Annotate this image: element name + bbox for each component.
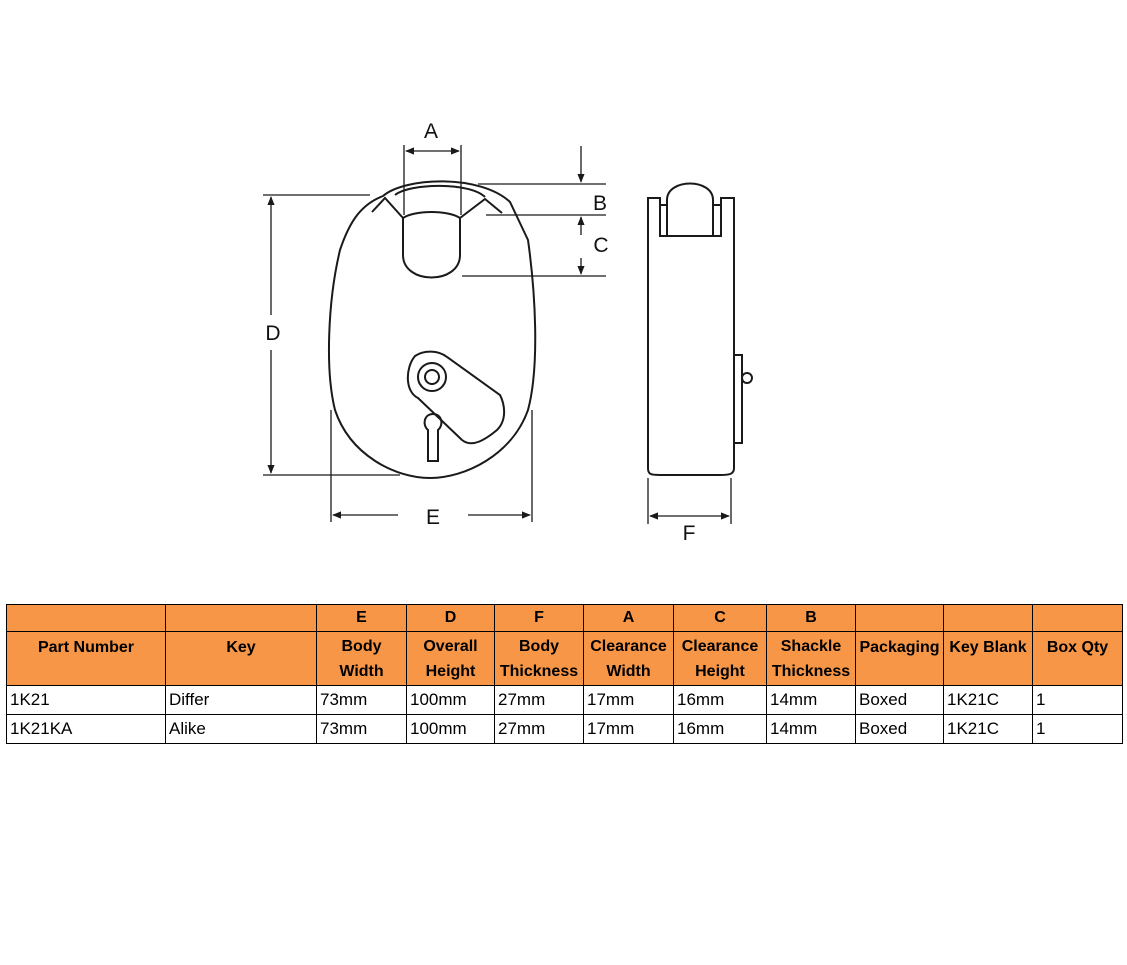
dim-letter-cell bbox=[856, 605, 944, 632]
padlock-body-outline bbox=[329, 181, 535, 478]
cell-clearance-height: 16mm bbox=[674, 686, 767, 715]
cover-pivot-outer bbox=[418, 363, 446, 391]
header-key-blank: Key Blank bbox=[944, 632, 1033, 686]
cell-packaging: Boxed bbox=[856, 715, 944, 744]
side-key-plate bbox=[734, 355, 742, 443]
cell-box-qty: 1 bbox=[1033, 686, 1123, 715]
side-key-button bbox=[742, 373, 752, 383]
table-row bbox=[7, 715, 1123, 744]
dim-letter-cell: C bbox=[674, 605, 767, 632]
cover-pivot-inner bbox=[425, 370, 439, 384]
table-row bbox=[7, 686, 1123, 715]
keyhole-cover bbox=[408, 352, 504, 444]
header-clearance-height: Clearance Height bbox=[674, 632, 767, 686]
dim-label-f: F bbox=[682, 522, 696, 545]
header-part-number: Part Number bbox=[7, 632, 166, 686]
padlock-shackle-top bbox=[395, 186, 485, 197]
cell-box-qty: 1 bbox=[1033, 715, 1123, 744]
cell-key: Alike bbox=[166, 715, 317, 744]
dim-letter-cell bbox=[7, 605, 166, 632]
dim-label-e: E bbox=[425, 506, 441, 529]
header-key: Key bbox=[166, 632, 317, 686]
dim-letter-cell: E bbox=[317, 605, 407, 632]
padlock-side-view bbox=[648, 184, 752, 476]
table-dimension-letter-row bbox=[7, 605, 1123, 632]
cell-key-blank: 1K21C bbox=[944, 686, 1033, 715]
cell-overall-height: 100mm bbox=[407, 715, 495, 744]
cell-shackle-thickness: 14mm bbox=[767, 715, 856, 744]
cell-overall-height: 100mm bbox=[407, 686, 495, 715]
shackle-left-horn bbox=[372, 198, 403, 218]
cell-body-thickness: 27mm bbox=[495, 686, 584, 715]
header-clearance-width: Clearance Width bbox=[584, 632, 674, 686]
dim-letter-cell bbox=[1033, 605, 1123, 632]
cell-body-width: 73mm bbox=[317, 686, 407, 715]
header-shackle-thickness: Shackle Thickness bbox=[767, 632, 856, 686]
header-box-qty: Box Qty bbox=[1033, 632, 1123, 686]
dim-letter-cell: A bbox=[584, 605, 674, 632]
shackle-clearance-notch bbox=[403, 212, 460, 278]
table-header-row bbox=[7, 632, 1123, 686]
dim-label-c: C bbox=[593, 234, 609, 257]
dim-letter-cell: F bbox=[495, 605, 584, 632]
cell-key-blank: 1K21C bbox=[944, 715, 1033, 744]
header-body-width: Body Width bbox=[317, 632, 407, 686]
dim-letter-cell: B bbox=[767, 605, 856, 632]
side-shackle bbox=[667, 184, 713, 237]
header-overall-height: Overall Height bbox=[407, 632, 495, 686]
keyhole-icon bbox=[425, 414, 442, 461]
cell-packaging: Boxed bbox=[856, 686, 944, 715]
dim-label-a: A bbox=[423, 120, 439, 143]
cell-part-number: 1K21 bbox=[7, 686, 166, 715]
cell-shackle-thickness: 14mm bbox=[767, 686, 856, 715]
dim-label-b: B bbox=[592, 192, 608, 215]
cell-clearance-width: 17mm bbox=[584, 686, 674, 715]
dim-letter-cell bbox=[166, 605, 317, 632]
cell-clearance-height: 16mm bbox=[674, 715, 767, 744]
padlock-front-view bbox=[329, 181, 535, 478]
dim-letter-cell bbox=[944, 605, 1033, 632]
specification-table bbox=[6, 604, 1123, 744]
dim-letter-cell: D bbox=[407, 605, 495, 632]
cell-clearance-width: 17mm bbox=[584, 715, 674, 744]
cell-body-width: 73mm bbox=[317, 715, 407, 744]
cell-body-thickness: 27mm bbox=[495, 715, 584, 744]
header-packaging: Packaging bbox=[856, 632, 944, 686]
side-body-outline bbox=[648, 198, 734, 475]
dim-label-d: D bbox=[265, 322, 281, 345]
header-body-thickness: Body Thickness bbox=[495, 632, 584, 686]
cell-key: Differ bbox=[166, 686, 317, 715]
cell-part-number: 1K21KA bbox=[7, 715, 166, 744]
